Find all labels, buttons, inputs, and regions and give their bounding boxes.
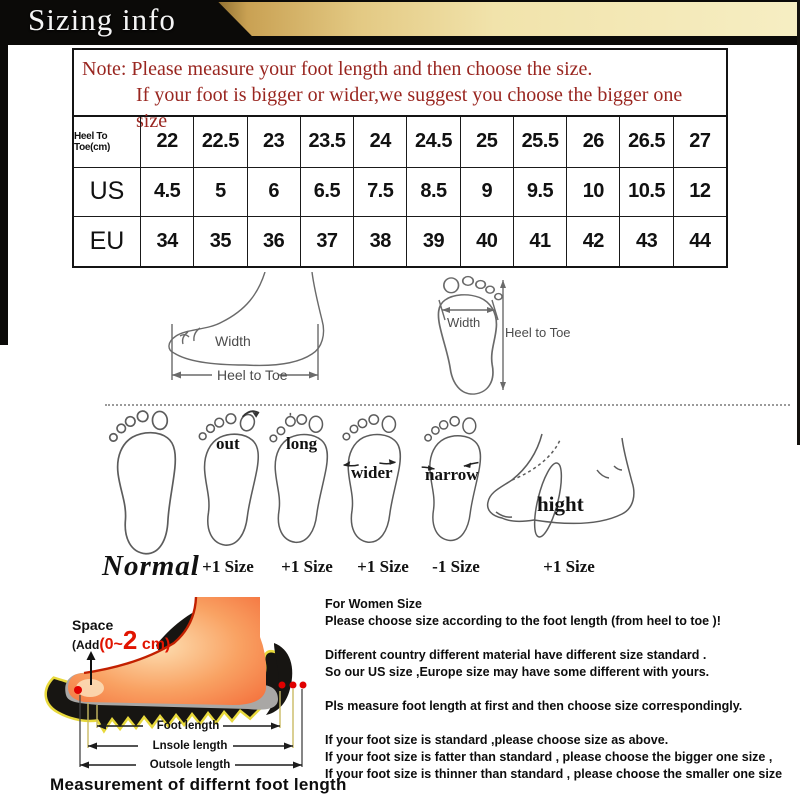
foot-length-label: Foot length [156,720,220,732]
table-cell: 22 [140,117,193,167]
heel-to-toe-label: Heel to Toe [217,367,288,383]
fit-instructions [325,596,795,783]
note-line-1: Note: Please measure your foot length and then choose the size. [82,58,593,80]
size-label-hight: +1 Size [543,557,595,576]
table-cell: 10 [566,167,619,217]
table-cell: 27 [673,117,726,167]
space-range-unit: cm) [137,636,171,653]
instruction-line: If your foot size is fatter than standard , please choose the bigger one size , [325,750,773,764]
space-label: Space [72,617,114,633]
row-header: US [74,167,140,217]
note-box [74,50,726,132]
heel-to-toe-label: Heel to Toe [505,325,571,340]
table-cell: 6 [247,167,300,217]
table-cell: 34 [140,216,193,266]
instruction-line: Please choose size according to the foot length (from heel to toe )! [325,614,721,628]
foot-out-drawing [192,410,262,550]
page-title: Sizing info [28,2,176,37]
table-cell: 42 [566,216,619,266]
table-cell: 40 [460,216,513,266]
table-cell: 24.5 [406,117,459,167]
insole-length-label: Lnsole length [152,740,228,752]
left-edge-strip [0,0,8,345]
space-add-label: (Add [72,638,100,652]
size-label-wider: +1 Size [357,557,409,576]
space-range-value: 2 [122,625,138,655]
space-range-pre: (0~ [99,636,123,653]
table-cell: 26 [566,117,619,167]
header-bar [0,0,800,45]
foot-type-label-narrow: narrow [425,465,479,484]
size-label-out: +1 Size [202,557,254,576]
table-cell: 5 [193,167,246,217]
bottom-caption: Measurement of differnt foot length [50,775,347,794]
instruction-line: Different country different material have different size standard . [325,648,707,662]
instruction-line: For Women Size [325,597,423,611]
table-cell: 43 [619,216,672,266]
size-label-normal: Normal [102,550,200,582]
table-cell: 12 [673,167,726,217]
table-cell: 7.5 [353,167,406,217]
size-table [72,48,728,268]
dotted-divider [105,404,790,406]
row-header: EU [74,216,140,266]
size-label-narrow: -1 Size [432,557,480,576]
table-cell: 8.5 [406,167,459,217]
table-cell: 10.5 [619,167,672,217]
table-cell: 23 [247,117,300,167]
table-cell: 41 [513,216,566,266]
table-cell: 26.5 [619,117,672,167]
table-cell: 25 [460,117,513,167]
size-grid [74,117,726,266]
table-cell: 39 [406,216,459,266]
foot-type-label-long: long [286,434,318,453]
table-cell: 6.5 [300,167,353,217]
outsole-length-label: Outsole length [149,759,231,771]
table-cell: 35 [193,216,246,266]
instruction-line: If your foot size is standard ,please choose size as above. [325,733,669,747]
foot-long-drawing [263,408,331,550]
instruction-line: So our US size ,Europe size may have some different with yours. [325,665,710,679]
table-cell: 23.5 [300,117,353,167]
foot-type-label-out: out [216,434,240,453]
foot-normal-drawing [104,408,182,558]
table-cell: 44 [673,216,726,266]
row-header: Heel To Toe(cm) [74,130,111,153]
width-label: Width [447,315,481,330]
note-line-2: If your foot is bigger or wider,we suggest you choose the bigger one size [136,84,683,132]
width-label: Width [215,333,251,349]
space-label-block [72,618,170,653]
instruction-line: If your foot size is thinner than standard , please choose the smaller one size [325,767,783,781]
table-cell: 22.5 [193,117,246,167]
table-cell: 24 [353,117,406,167]
foot-type-label-wider: wider [351,463,393,482]
table-cell: 9.5 [513,167,566,217]
table-cell: 25.5 [513,117,566,167]
foot-type-label-hight: hight [537,492,584,516]
table-cell: 4.5 [140,167,193,217]
table-cell: 38 [353,216,406,266]
table-cell: 9 [460,167,513,217]
instruction-line: Pls measure foot length at first and then choose size correspondingly. [325,699,743,713]
table-cell: 36 [247,216,300,266]
size-label-long: +1 Size [281,557,333,576]
table-cell: 37 [300,216,353,266]
